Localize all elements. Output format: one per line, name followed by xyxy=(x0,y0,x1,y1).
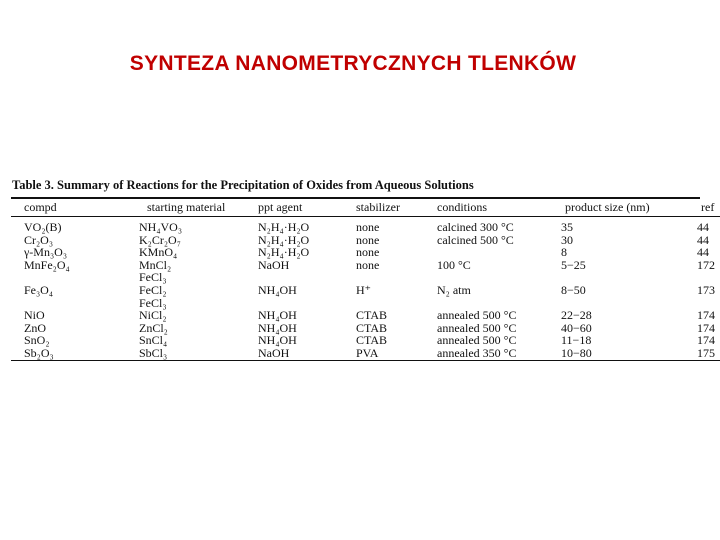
cell-product-size: 11−18 xyxy=(561,333,592,348)
cell-product-size: 35 xyxy=(561,220,573,234)
cell-ppt-agent: N₂H₄·H₂O xyxy=(258,232,310,247)
cell-compd: MnFe₂O₄ xyxy=(24,257,70,272)
cell-starting-material: FeCl₃ xyxy=(139,295,167,310)
cell-starting-material: SbCl₃ xyxy=(139,345,168,360)
table-header-row xyxy=(11,199,720,216)
cell-conditions: annealed 500 °C xyxy=(437,308,517,323)
column-header-ppt-agent: ppt agent xyxy=(258,200,303,214)
cell-starting-material: ZnCl₂ xyxy=(139,320,168,335)
cell-compd: Cr₂O₃ xyxy=(24,232,54,247)
cell-conditions: N₂ atm xyxy=(437,282,471,297)
cell-product-size: 10−80 xyxy=(561,345,592,360)
cell-product-size: 5−25 xyxy=(561,257,586,272)
cell-conditions: calcined 500 °C xyxy=(437,232,514,247)
cell-compd: SnO₂ xyxy=(24,333,50,348)
table-row xyxy=(11,221,720,234)
cell-compd: Sb₂O₃ xyxy=(24,345,54,360)
cell-stabilizer: CTAB xyxy=(356,320,388,335)
cell-starting-material: NiCl₂ xyxy=(139,308,167,323)
cell-ppt-agent: NaOH xyxy=(258,257,290,272)
cell-ref: 172 xyxy=(697,257,715,272)
cell-ppt-agent: NH₄OH xyxy=(258,333,297,348)
cell-product-size: 40−60 xyxy=(561,320,592,335)
cell-conditions: 100 °C xyxy=(437,257,471,272)
cell-ref: 44 xyxy=(697,220,709,234)
cell-ref: 175 xyxy=(697,345,715,360)
table-row xyxy=(11,347,720,360)
cell-compd: VO₂(B) xyxy=(24,220,62,234)
table-row xyxy=(11,259,720,272)
cell-ppt-agent: N₂H₄·H₂O xyxy=(258,220,310,234)
cell-conditions: annealed 500 °C xyxy=(437,333,517,348)
cell-stabilizer: none xyxy=(356,245,380,260)
cell-starting-material: FeCl₂ xyxy=(139,282,167,297)
cell-conditions: annealed 350 °C xyxy=(437,345,517,360)
cell-ppt-agent: NH₄OH xyxy=(258,320,297,335)
cell-compd: Fe₃O₄ xyxy=(24,282,54,297)
table-caption: Table 3. Summary of Reactions for the Precipitation of Oxides from Aqueous Solutions xyxy=(12,178,474,192)
cell-product-size: 30 xyxy=(561,232,573,247)
cell-compd: γ-Mn₃O₃ xyxy=(24,245,68,260)
cell-conditions: annealed 500 °C xyxy=(437,320,517,335)
cell-stabilizer: none xyxy=(356,220,380,234)
cell-stabilizer: CTAB xyxy=(356,333,388,348)
table-row xyxy=(11,246,720,259)
cell-starting-material: FeCl₃ xyxy=(139,270,167,285)
cell-compd: ZnO xyxy=(24,320,46,335)
cell-conditions: calcined 300 °C xyxy=(437,220,514,234)
column-header-conditions: conditions xyxy=(437,200,487,214)
cell-product-size: 8−50 xyxy=(561,282,586,297)
cell-ref: 44 xyxy=(697,245,709,260)
cell-starting-material: KMnO₄ xyxy=(139,245,178,260)
column-header-ref: ref xyxy=(701,200,715,214)
column-header-product-size: product size (nm) xyxy=(565,200,650,214)
cell-ref: 174 xyxy=(697,333,715,348)
cell-ref: 44 xyxy=(697,232,709,247)
cell-ppt-agent: NH₄OH xyxy=(258,308,297,323)
cell-stabilizer: H⁺ xyxy=(356,282,371,297)
cell-starting-material: SnCl₄ xyxy=(139,333,168,348)
cell-compd: NiO xyxy=(24,308,45,323)
slide-title: SYNTEZA NANOMETRYCZNYCH TLENKÓW xyxy=(129,52,577,75)
cell-ref: 174 xyxy=(697,320,715,335)
table-row xyxy=(11,309,720,322)
cell-starting-material: MnCl₂ xyxy=(139,257,172,272)
oxide-reactions-table xyxy=(11,199,720,361)
cell-product-size: 22−28 xyxy=(561,308,592,323)
cell-product-size: 8 xyxy=(561,245,567,260)
cell-stabilizer: CTAB xyxy=(356,308,388,323)
cell-stabilizer: none xyxy=(356,257,380,272)
column-header-stabilizer: stabilizer xyxy=(356,200,400,214)
cell-ppt-agent: N₂H₄·H₂O xyxy=(258,245,310,260)
oxide-reactions-table-block xyxy=(11,178,715,361)
column-header-starting-material: starting material xyxy=(147,200,226,214)
table-row xyxy=(11,284,720,297)
column-header-compd: compd xyxy=(24,200,57,214)
cell-ref: 173 xyxy=(697,282,715,297)
cell-ppt-agent: NaOH xyxy=(258,345,290,360)
cell-stabilizer: PVA xyxy=(356,345,379,360)
cell-starting-material: K₂Cr₂O₇ xyxy=(139,232,181,247)
cell-stabilizer: none xyxy=(356,232,380,247)
cell-starting-material: NH₄VO₃ xyxy=(139,220,183,234)
cell-ppt-agent: NH₄OH xyxy=(258,282,297,297)
cell-conditions xyxy=(437,246,561,259)
table-body xyxy=(11,216,720,361)
cell-ref: 174 xyxy=(697,308,715,323)
